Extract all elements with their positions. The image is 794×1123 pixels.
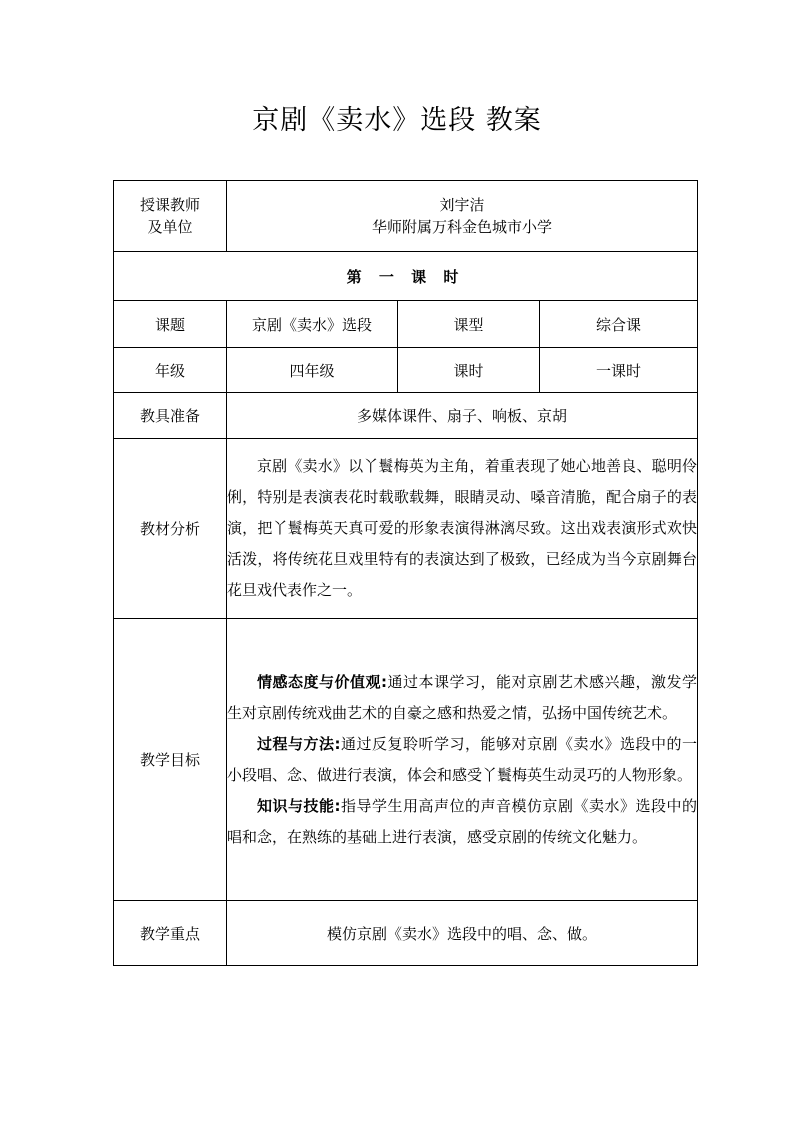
goal-emotion xyxy=(227,667,697,729)
grade-row xyxy=(114,348,698,393)
teacher-info-cell xyxy=(227,181,698,252)
session-row xyxy=(114,252,698,301)
grade-value: 四年级 xyxy=(227,348,398,393)
goals-cell xyxy=(227,619,698,901)
goal-emotion-heading: 情感态度与价值观: xyxy=(257,672,388,691)
type-label: 课型 xyxy=(398,301,540,348)
teacher-row xyxy=(114,181,698,252)
key-row xyxy=(114,901,698,966)
analysis-label: 教材分析 xyxy=(114,439,227,619)
tools-label: 教具准备 xyxy=(114,393,227,439)
teacher-label-line2: 及单位 xyxy=(147,218,193,236)
topic-label: 课题 xyxy=(114,301,227,348)
key-label: 教学重点 xyxy=(114,901,227,966)
hours-label: 课时 xyxy=(398,348,540,393)
hours-value: 一课时 xyxy=(540,348,698,393)
tools-row xyxy=(114,393,698,439)
key-value: 模仿京剧《卖水》选段中的唱、念、做。 xyxy=(227,901,698,966)
goal-process-text: 通过反复聆听学习，能够对京剧《卖水》选段中的一小段唱、念、做进行表演，体会和感受丫鬟梅英生动灵巧的人物形象。 xyxy=(227,734,698,784)
goal-process xyxy=(227,729,697,791)
topic-value: 京剧《卖水》选段 xyxy=(227,301,398,348)
teacher-school: 华师附属万科金色城市小学 xyxy=(372,218,553,236)
teacher-label-cell xyxy=(114,181,227,252)
type-value: 综合课 xyxy=(540,301,698,348)
goal-knowledge-heading: 知识与技能: xyxy=(257,796,341,815)
goal-knowledge xyxy=(227,791,697,853)
grade-label: 年级 xyxy=(114,348,227,393)
teacher-label-line1: 授课教师 xyxy=(139,196,200,214)
topic-row xyxy=(114,301,698,348)
goal-process-heading: 过程与方法: xyxy=(257,734,341,753)
document-title: 京剧《卖水》选段 教案 xyxy=(252,105,542,136)
analysis-row xyxy=(114,439,698,619)
goal-emotion-text: 通过本课学习，能对京剧艺术感兴趣，激发学生对京剧传统戏曲艺术的自豪之感和热爱之情，弘扬中国传统艺术。 xyxy=(227,672,698,722)
goal-knowledge-text: 指导学生用高声位的声音模仿京剧《卖水》选段中的唱和念，在熟练的基础上进行表演，感受京剧的传统文化魅力。 xyxy=(227,796,698,846)
goals-label: 教学目标 xyxy=(114,619,227,901)
session-heading: 第 一 课 时 xyxy=(114,252,698,301)
analysis-text: 京剧《卖水》以丫鬟梅英为主角，着重表现了她心地善良、聪明伶俐，特别是表演表花时载歌载舞，眼睛灵动、嗓音清脆，配合扇子的表演，把丫鬟梅英天真可爱的形象表演得淋漓尽致。这出戏表演形式欢快活泼，将传统花旦戏里特有的表演达到了极致，已经成为当今京剧舞台花旦戏代表作之一。 xyxy=(227,457,698,599)
analysis-cell xyxy=(227,439,698,619)
teacher-name: 刘宇洁 xyxy=(439,196,485,214)
tools-value: 多媒体课件、扇子、响板、京胡 xyxy=(227,393,698,439)
lesson-plan-table xyxy=(113,180,698,966)
goals-row xyxy=(114,619,698,901)
